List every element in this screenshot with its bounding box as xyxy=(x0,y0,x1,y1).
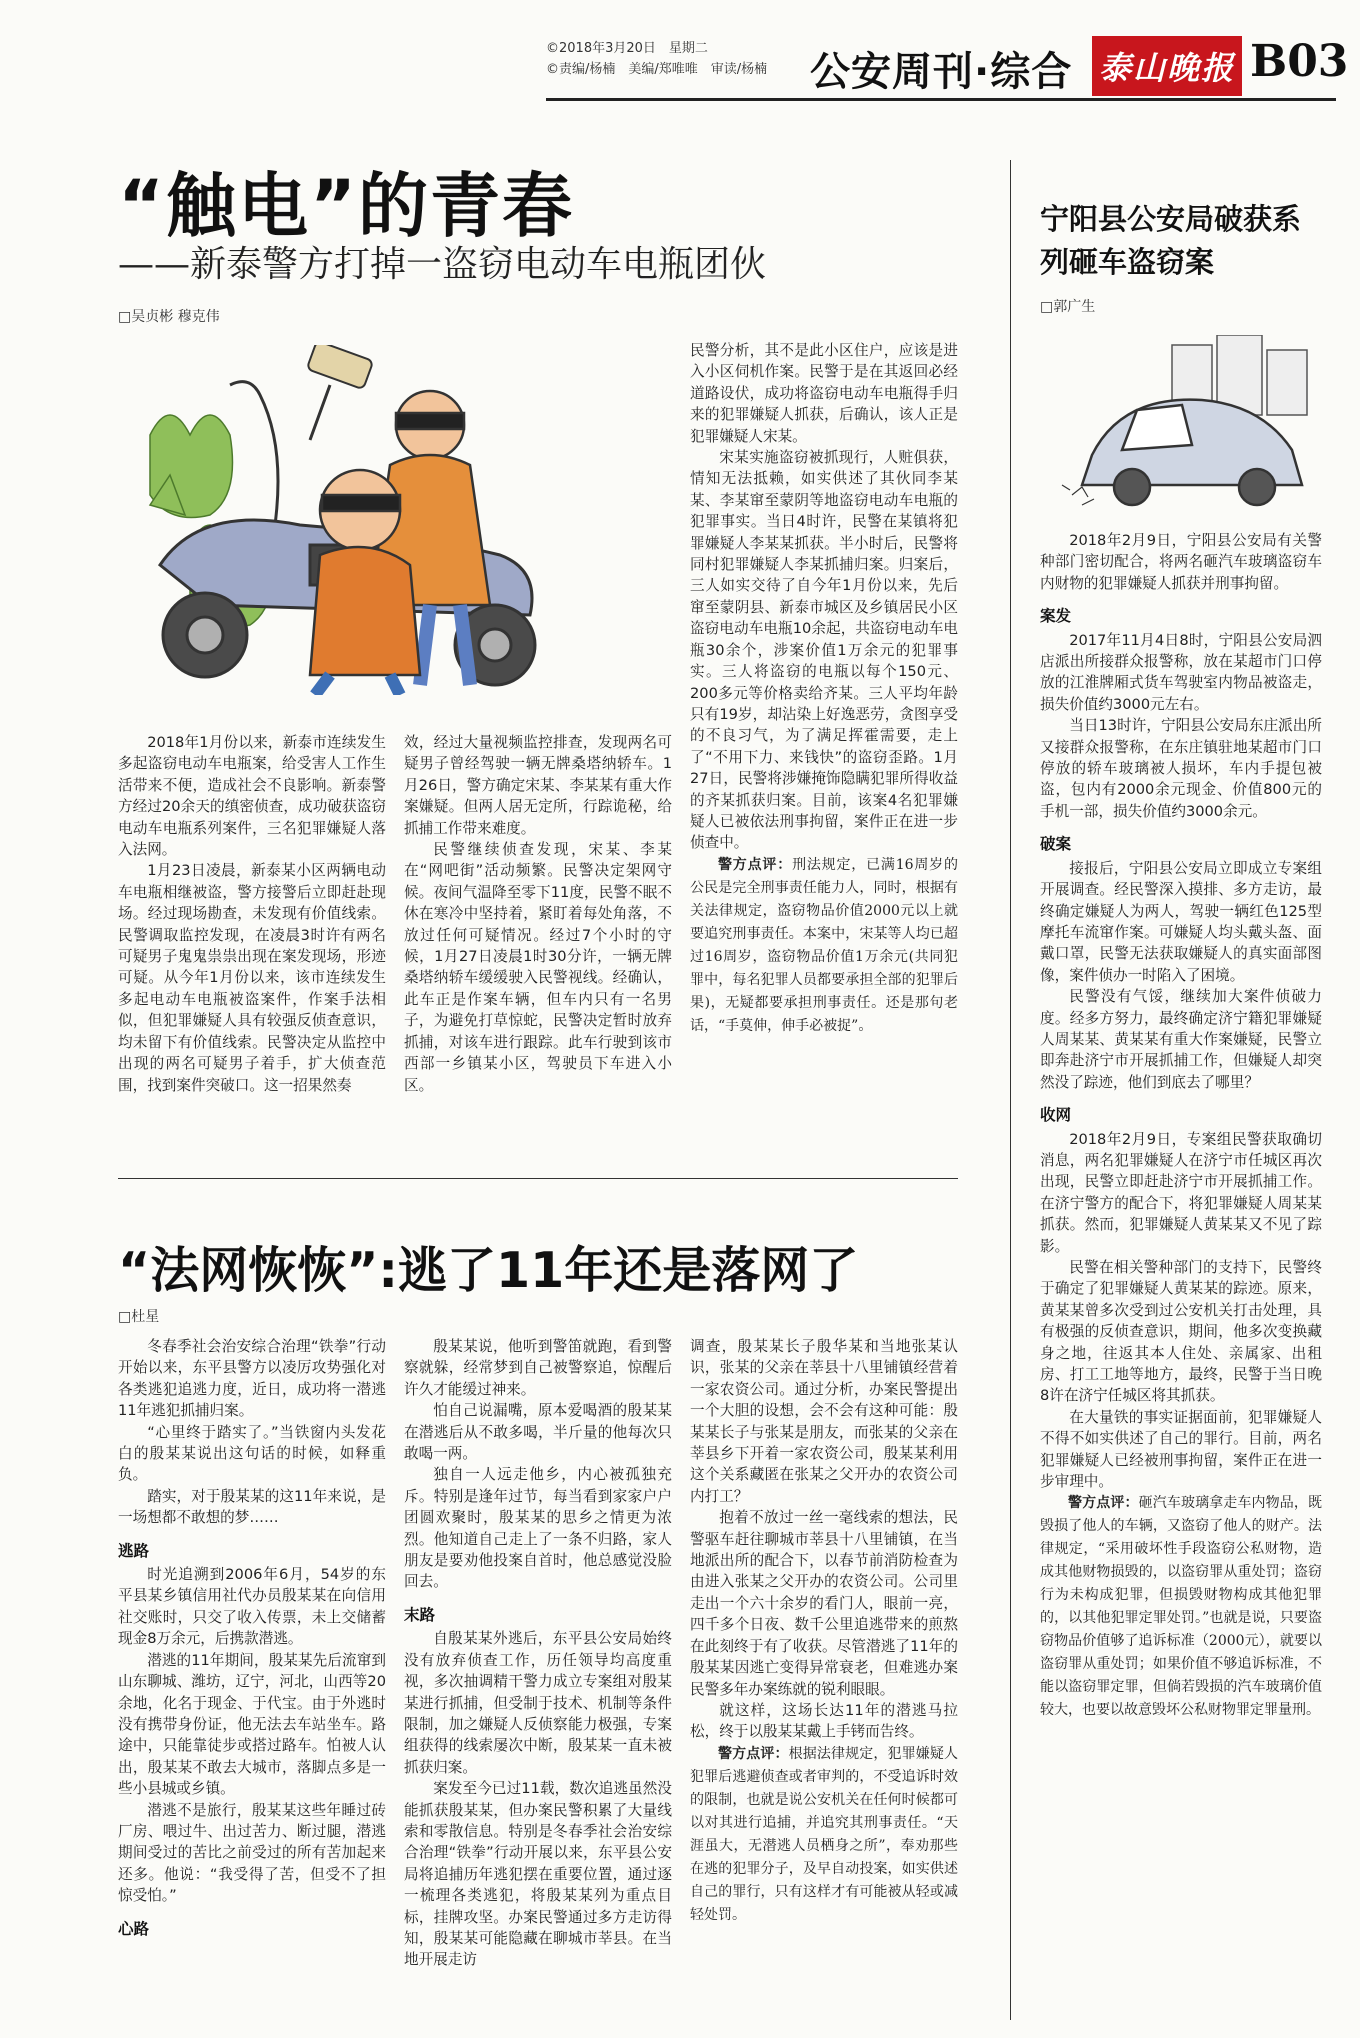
paragraph: 2017年11月4日8时，宁阳县公安局泗店派出所接群众报警称，放在某超市门口停放的江淮牌厢式货车驾驶室内物品被盗走，损失价值约3000元左右。 xyxy=(1040,631,1322,713)
police-comment xyxy=(690,854,958,1038)
paragraph: 2018年1月份以来，新泰市连续发生多起盗窃电动车电瓶案，给受害人工作生活带来不便，造成社会不良影响。新泰警方经过20余天的缜密侦查，成功破获盗窃电动车电瓶系列案件，三名犯罪嫌疑人落入法网。 xyxy=(118,734,386,859)
paragraph: 殷某某说，他听到警笛就跑，看到警察就躲，经常梦到自己被警察追，惊醒后许久才能缓过神来。 xyxy=(404,1338,672,1398)
paragraph: 当日13时许，宁阳县公安局东庄派出所又接群众报警称，在东庄镇驻地某超市门口停放的轿车玻璃被人损坏，车内手提包被盗，包内有2000余元现金、价值800元的手机一部，损失价值约3000余元。 xyxy=(1040,717,1322,820)
paragraph: 民警在相关警种部门的支持下，民警终于确定了犯罪嫌疑人黄某某的踪迹。原来，黄某某曾多次受到过公安机关打击处理，具有极强的反侦查意识，期间，他多次变换藏身之地，往返其本人住处、亲属家、出租房、打工工地等地方，最终，民警于当日晚8许在济宁任城区将其抓获。 xyxy=(1040,1259,1322,1405)
paragraph: 效，经过大量视频监控排查，发现两名可疑男子曾经驾驶一辆无牌桑塔纳轿车。1月26日，警方确定宋某、李某某有重大作案嫌疑。但两人居无定所，行踪诡秘，给抓捕工作带来难度。 xyxy=(404,734,672,837)
paragraph: 就这样，这场长达11年的潜逃马拉松，终于以殷某某戴上手铐而告终。 xyxy=(690,1701,958,1741)
section-heading: 案发 xyxy=(1040,607,1072,626)
divider xyxy=(118,1178,958,1179)
paragraph: 潜逃不是旅行，殷某某这些年睡过砖厂房、喂过牛、出过苦力、断过腿，潜逃期间受过的苦比之前受过的所有苦加起来还多。他说：“我受得了苦，但受不了担惊受怕。” xyxy=(118,1801,386,1905)
paragraph: 民警继续侦查发现，宋某、李某在“网吧街”活动频繁。民警决定架网守候。夜间气温降至零下11度，民警不眠不休在寒冷中坚持着，紧盯着每处角落，不放过任何可疑情况。经过7个小时的守候，1月27日凌晨1时30分许，一辆无牌桑塔纳轿车缓缓驶入民警视线。经确认，此车正是作案车辆，但车内只有一名男子，为避免打草惊蛇，民警决定暂时放弃抓捕，对该车进行跟踪。此车行驶到该市西部一乡镇某小区，驾驶员下车进入小区。 xyxy=(404,841,672,1094)
issue-date: ©2018年3月20日 星期二 xyxy=(546,41,708,56)
section-heading: 心路 xyxy=(118,1919,150,1938)
smashed-car-window-illustration xyxy=(1052,335,1320,513)
article3-body xyxy=(1040,530,1322,2025)
section-heading: 逃路 xyxy=(118,1541,150,1560)
paragraph: 抱着不放过一丝一毫线索的想法，民警驱车赶往聊城市莘县十八里铺镇，在当地派出所的配合下，以春节前消防检查为由进入张某之父开办的农资公司。公司里走出一个六十余岁的看门人，眼前一亮，四千多个日夜、数千公里追逃带来的煎熬在此刻终于有了收获。尽管潜逃了11年的殷某某因逃亡变得异常衰老，但难逃办案民警多年办案练就的锐利眼眼。 xyxy=(690,1509,958,1698)
article1-subheadline: ——新泰警方打掉一盗窃电动车电瓶团伙 xyxy=(118,244,767,285)
newspaper-logo: 泰山晚报 xyxy=(1092,36,1242,96)
paragraph: 1月23日凌晨，新泰某小区两辆电动车电瓶相继被盗，警方接警后立即赶赴现场。经过现场勘查，未发现有价值线索。民警调取监控发现，在凌晨3时许有两名可疑男子鬼鬼祟祟出现在案发现场，形迹可疑。从今年1月份以来，该市连续发生多起电动车电瓶被盗案件，作案手法相似，但犯罪嫌疑人具有较强反侦查意识，均未留下有价值线索。民警决定从监控中出现的两名可疑男子着手，扩大侦查范围，找到案件突破口。这一招果然奏 xyxy=(118,862,386,1094)
article2-byline: □杜星 xyxy=(118,1309,160,1325)
paragraph: 民警没有气馁，继续加大案件侦破力度。经多方努力，最终确定济宁籍犯罪嫌疑人周某某、黄某某有重大作案嫌疑，民警立即奔赴济宁市开展抓捕工作，但嫌疑人却突然没了踪迹，他们到底去了哪里？ xyxy=(1040,988,1322,1091)
page-number: B03 xyxy=(1250,36,1349,87)
paragraph: 冬春季社会治安综合治理“铁拳”行动开始以来，东平县警方以凌厉攻势强化对各类逃犯追逃力度，近日，成功将一潜逃11年逃犯抓捕归案。 xyxy=(118,1338,386,1420)
article2-column-3 xyxy=(690,1336,958,2026)
header-rule xyxy=(546,98,1336,101)
paragraph: 2018年2月9日，宁阳县公安局有关警种部门密切配合，将两名砸汽车玻璃盗窃车内财物的犯罪嫌疑人抓获并刑事拘留。 xyxy=(1040,532,1322,592)
article1-column-1 xyxy=(118,732,386,1152)
paragraph: 踏实，对于殷某某的这11年来说，是一场想都不敢想的梦…… xyxy=(118,1487,386,1527)
comment-label: 警方点评： xyxy=(718,1745,789,1762)
section-heading: 收网 xyxy=(1040,1106,1072,1125)
article1-column-2 xyxy=(404,732,672,1152)
comment-text: 砸汽车玻璃拿走车内物品，既毁损了他人的车辆，又盗窃了他人的财产。法律规定，“采用破坏性手段盗窃公私财物，造成其他财物损毁的，以盗窃罪从重处罚；盗窃行为未构成犯罪，但损毁财物构成其他犯罪的，以其他犯罪定罪处罚。”也就是说，只要盗窃物品价值够了追诉标准（2000元），就要以盗窃罪从重处罚；如果价值不够追诉标准，不能以盗窃罪定罪，但倘若毁损的汽车玻璃价值较大，也要以故意毁坏公私财物罪定罪量刑。 xyxy=(1040,1495,1322,1719)
paragraph: 宋某实施盗窃被抓现行，人赃俱获，情知无法抵赖，如实供述了其伙同李某某、李某窜至蒙阴等地盗窃电动车电瓶的犯罪事实。当日4时许，民警在某镇将犯罪嫌疑人李某某抓获。半小时后，民警将同村犯罪嫌疑人李某抓捕归案。归案后，三人如实交待了自今年1月份以来，先后窜至蒙阴县、新泰市城区及乡镇居民小区盗窃电动车电瓶10余起，共盗窃电动车电瓶30余个，涉案价值1万余元的犯罪事实。三人将盗窃的电瓶以每个150元、200多元等价格卖给齐某。三人平均年龄只有19岁，却沾染上好逸恶劳，贪图享受的不良习气，为了满足挥霍需要，走上了“不用下力、来钱快”的盗窃歪路。1月27日，民警将涉嫌掩饰隐瞒犯罪所得收益的齐某抓获归案。目前，该案4名犯罪嫌疑人已被依法刑事拘留，案件正在进一步侦查中。 xyxy=(690,449,958,852)
paragraph: “心里终于踏实了。”当铁窗内头发花白的殷某某说出这句话的时候，如释重负。 xyxy=(118,1423,386,1484)
article2-headline: “法网恢恢”:逃了11年还是落网了 xyxy=(118,1242,859,1299)
thief-stealing-ebike-battery-illustration xyxy=(130,345,670,695)
paragraph: 独自一人远走他乡，内心被孤独充斥。特别是逢年过节，每当看到家家户户团圆欢聚时，殷某某的思乡之情更为浓烈。他知道自己走上了一条不归路，家人朋友是要劝他投案自首时，他总感觉没脸回去。 xyxy=(404,1466,672,1591)
comment-label: 警方点评： xyxy=(718,856,793,873)
paragraph: 怕自己说漏嘴，原本爱喝酒的殷某某在潜逃后从不敢多喝，半斤量的他每次只敢喝一两。 xyxy=(404,1402,672,1463)
comment-text: 刑法规定，已满16周岁的公民是完全刑事责任能力人，同时，根据有关法律规定，盗窃物品价值2000元以上就要追究刑事责任。本案中，宋某等人均已超过16周岁，盗窃物品价值1万余元(共同犯罪中，每名犯罪人员都要承担全部的犯罪后果)，无疑都要承担刑事责任。还是那句老话，“手莫伸，伸手必被捉”。 xyxy=(690,856,958,1034)
police-comment xyxy=(1040,1492,1322,1722)
paragraph: 潜逃的11年期间，殷某某先后流窜到山东聊城、潍坊，辽宁，河北，山西等20余地，化名于现金、于代宝。由于外逃时没有携带身份证，他无法去车站坐车。路途中，只能靠徒步或搭过路车。怕被人认出，殷某某不敢去大城市，落脚点多是一些小县城或乡镇。 xyxy=(118,1651,386,1798)
paragraph: 2018年2月9日，专案组民警获取确切消息，两名犯罪嫌疑人在济宁市任城区再次出现，民警立即赶赴济宁市开展抓捕工作。在济宁警方的配合下，将犯罪嫌疑人周某某抓获。然而，犯罪嫌疑人黄某某又不见了踪影。 xyxy=(1040,1130,1322,1255)
paragraph: 民警分析，其不是此小区住户，应该是进入小区伺机作案。民警于是在其返回必经道路设伏，成功将盗窃电动车电瓶得手归来的犯罪嫌疑人抓获，后确认，该人正是犯罪嫌疑人宋某。 xyxy=(690,342,958,445)
article3-byline: □郭广生 xyxy=(1040,299,1096,315)
paragraph: 调查，殷某某长子殷华某和当地张某认识，张某的父亲在莘县十八里铺镇经营着一家农资公司。通过分析，办案民警提出一个大胆的设想，会不会有这种可能：殷某某长子与张某是朋友，而张某的父亲在莘县乡下开着一家农资公司，殷某某利用这个关系藏匿在张某之父开办的农资公司内打工？ xyxy=(690,1338,958,1505)
article1-headline: “触电”的青春 xyxy=(118,165,575,247)
article2-column-2 xyxy=(404,1336,672,2026)
paragraph: 时光追溯到2006年6月，54岁的东平县某乡镇信用社代办员殷某某在向信用社交账时，只交了收入传票，未上交储蓄现金8万余元，后携款潜逃。 xyxy=(118,1566,386,1648)
comment-label: 警方点评： xyxy=(1068,1495,1139,1512)
article1-column-3 xyxy=(690,340,958,1152)
editors-line: ©责编/杨楠 美编/郑唯唯 审读/杨楠 xyxy=(546,62,768,77)
paragraph: 在大量铁的事实证据面前，犯罪嫌疑人不得不如实供述了自己的罪行。目前，两名犯罪嫌疑人已经被刑事拘留，案件正在进一步审理中。 xyxy=(1040,1408,1322,1491)
paragraph: 接报后，宁阳县公安局立即成立专案组开展调查。经民警深入摸排、多方走访，最终确定嫌疑人为两人，驾驶一辆红色125型摩托车流窜作案。可嫌疑人均头戴头盔、面戴口罩，民警无法获取嫌疑人的真实面部图像，案件侦办一时陷入了困境。 xyxy=(1040,859,1322,984)
header-info xyxy=(546,38,796,80)
article3-headline: 宁阳县公安局破获系列砸车盗窃案 xyxy=(1040,202,1302,279)
article1-byline: □吴贞彬 穆克伟 xyxy=(118,309,220,325)
column-divider xyxy=(1010,160,1011,2020)
section-heading: 末路 xyxy=(404,1605,436,1624)
paragraph: 自殷某某外逃后，东平县公安局始终没有放弃侦查工作，历任领导均高度重视，多次抽调精干警力成立专案组对殷某某进行抓捕，但受制于技术、机制等条件限制，加之嫌疑人反侦察能力极强，专案组获得的线索屡次中断，殷某某一直未被抓获归案。 xyxy=(404,1630,672,1776)
section-title: 公安周刊·综合 xyxy=(810,49,1073,95)
section-heading: 破案 xyxy=(1040,835,1072,854)
police-comment xyxy=(690,1743,958,1927)
comment-text: 根据法律规定，犯罪嫌疑人犯罪后逃避侦查或者审判的，不受追诉时效的限制，也就是说公安机关在任何时候都可以对其进行追捕，并追究其刑事责任。“天涯虽大，无潜逃人员栖身之所”，奉劝那些在逃的犯罪分子，及早自动投案，如实供述自己的罪行，只有这样才有可能被从轻或减轻处罚。 xyxy=(690,1745,958,1923)
paragraph: 案发至今已过11载，数次追逃虽然没能抓获殷某某，但办案民警积累了大量线索和零散信息。特别是冬春季社会治安综合治理“铁拳”行动开展以来，东平县公安局将追捕历年逃犯摆在重要位置，通过逐一梳理各类逃犯，将殷某某列为重点目标，挂牌攻坚。办案民警通过多方走访得知，殷某某可能隐藏在聊城市莘县。在当地开展走访 xyxy=(404,1780,672,1969)
article2-column-1 xyxy=(118,1336,386,2026)
